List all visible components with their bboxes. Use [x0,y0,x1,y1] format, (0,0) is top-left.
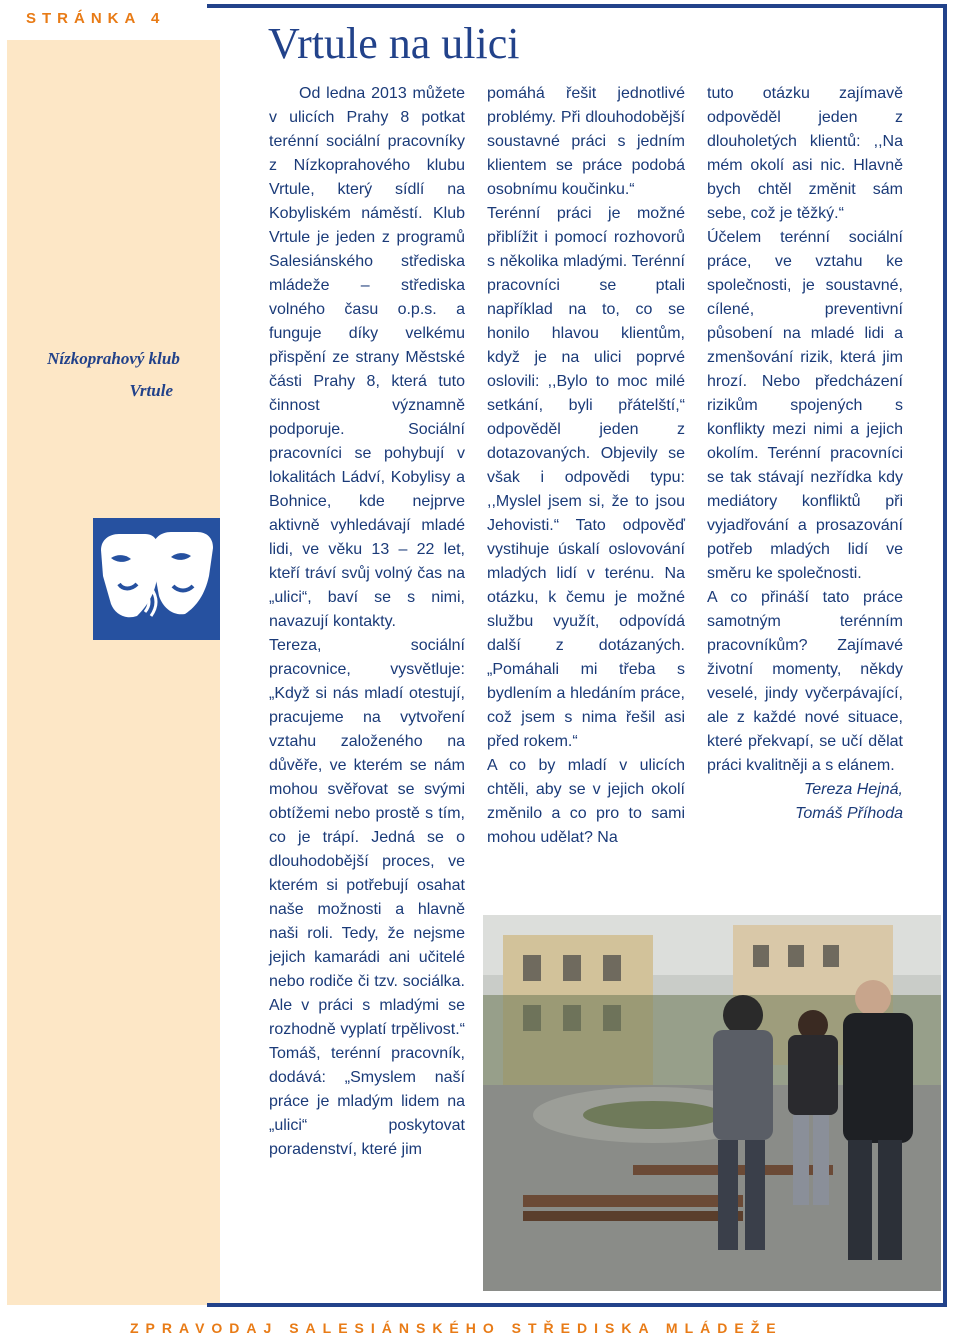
article-paragraph: Účelem terénní sociální práce, ve vztahu ke společnosti, je soustavné, cílené, preventivní působení na mladé lidi a zmenšování rizik, která jim hrozí. Nebo předcházení rizikům spojených s konflikty mezi nimi a jejich okolím. Terénní pracovníci se tak stávají nezřídka kdy mediátory konfliktů při vyjadřování a prosazování potřeb mladých lidí ve směru ke společnosti. [707,229,903,582]
frame-right-border [943,4,947,1307]
article-column-3 [707,82,903,826]
sidebar [7,40,220,1305]
theatre-masks-icon [93,518,220,640]
article-column-2 [487,82,685,850]
sidebar-title-line2: Vrtule [129,381,173,400]
frame-bottom-border [207,1303,947,1307]
article-paragraph: Tereza, sociální pracovnice, vysvětluje: „Když si nás mladí otestují, pracujeme na vytvoření vztahu založeného na důvěře, ve kterém se nám mohou svěřovat se svými obtížemi nebo prostě s tím, co je trápí. Jedná se o dlouhodobější proces, ve kterém si potřebují osahat naše možnosti a hlavně naši roli. Tedy, že nejsme jejich kamarádi ani učitelé nebo rodiče či tzv. sociálka. Ale v práci s mladými se rozhodně vyplatí trpělivost.“ Tomáš, terénní pracovník, dodává: „Smyslem naší práce je mladým lidem na „ulici“ poskytovat poradenství, které jim [269,637,465,1158]
article-paragraph: Od ledna 2013 můžete v ulicích Prahy 8 potkat terénní sociální pracovníky z Nízkoprahového klubu Vrtule, který sídlí na Kobyliském náměstí. Klub Vrtule je jeden z programů Salesiánského střediska mládeže – střediska volného času o.p.s. a funguje díky velkému přispění ze strany Městské části Prahy 8, která tuto činnost významně podporuje. Sociální pracovníci se pohybují v lokalitách Ládví, Kobylisy a Bohnice, kde nejprve aktivně vyhledávají mladé lidi, ve věku 13 – 22 let, kteří tráví svůj volný čas na „ulici“, baví se s nimi, navazují kontakty. [269,85,465,630]
article-headline: Vrtule na ulici [268,19,520,68]
street-workers-photo [483,915,941,1291]
article-paragraph: tuto otázku zajímavě odpověděl jeden z dlouholetých klientů: ,,Na mém okolí asi nic. Hlavně bych chtěl změnit sám sebe, což je těžký.“ [707,85,903,222]
article-paragraph: A co by mladí v ulicích chtěli, aby se v jejich okolí změnilo a co pro to sami mohou udělat? Na [487,757,685,846]
frame-top-border [207,4,947,8]
footer-newsletter-title: ZPRAVODAJ SALESIÁNSKÉHO STŘEDISKA MLÁDEŽE [130,1320,783,1336]
article-paragraph: pomáhá řešit jednotlivé problémy. Při dlouhodobější soustavné práci s jedním klientem se práce podobá osobnímu koučinku.“ [487,85,685,198]
author-signature: Tomáš Příhoda [795,805,903,822]
article-paragraph: A co přináší tato práce samotným terénním pracovníkům? Zajímavé životní momenty, někdy veselé, jindy vyčerpávající, ale z každé nové situace, které překvapí, se učí dělat práci kvalitněji a s elánem. [707,589,903,774]
sidebar-title-line1: Nízkoprahový klub [47,349,180,368]
club-logo [93,518,220,640]
page-label: STRÁNKA 4 [26,10,166,27]
article-paragraph: Terénní práci je možné přiblížit i pomocí rozhovorů s několika mladými. Terénní pracovníci se ptali například na to, co se honilo hlavou klientům, když je na ulici poprvé oslovili: ,,Bylo to moc milé setkání, byli přátelští,“ odpověděl jeden z dotazovaných. Objevily se však i odpovědi typu: ,,Myslel jsem si, že to jsou Jehovisti.“ Tato odpověď vystihuje úskalí oslovování mladých lidí v terénu. Na otázku, k čemu je možné službu využít, odpovídá další z dotázaných. „Pomáhali mi třeba s bydlením a hledáním práce, což jsem s nima řešil asi před rokem.“ [487,205,685,750]
article-photo [483,915,941,1291]
article-column-1 [269,82,465,1162]
author-signature: Tereza Hejná, [803,781,903,798]
